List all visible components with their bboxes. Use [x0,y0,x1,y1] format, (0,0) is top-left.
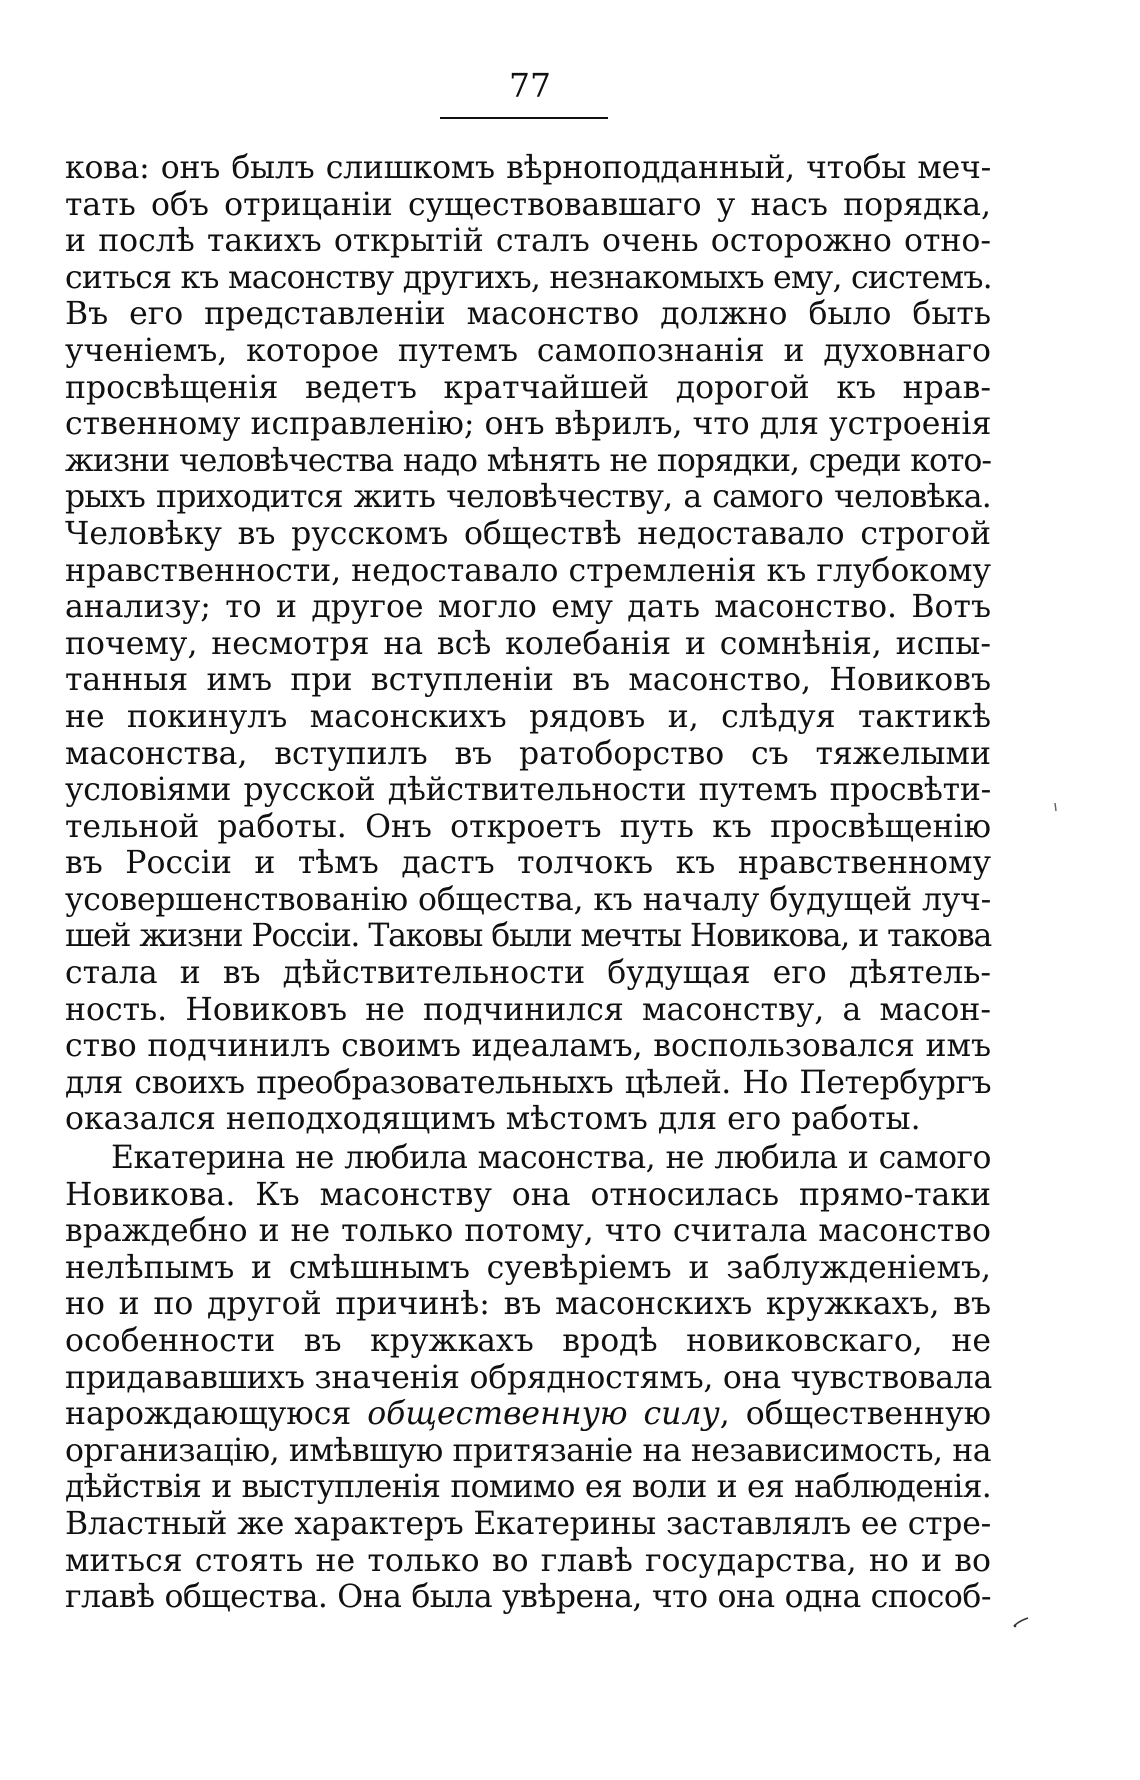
text-line: враждебно и не только потому, что считала масонство [65,1213,991,1250]
text-line: оказался неподходящимъ мѣстомъ для его работы. [65,1101,921,1138]
text-line: но и по другой причинѣ: въ масонскихъ кружкахъ, въ [65,1286,991,1323]
text-line: просвѣщенія ведетъ кратчайшей дорогой къ нрав- [65,369,991,406]
text-line: дѣйствія и выступленія помимо ея воли и ея наблюденія. [65,1469,991,1506]
text-line: тельной работы. Онъ откроетъ путь къ просвѣщенію [65,808,991,845]
text-line: усовершенствованію общества, къ началу будущей луч- [65,881,991,918]
text-line: почему, несмотря на всѣ колебанія и сомнѣнія, испы- [65,625,991,662]
text-line: особенности въ кружкахъ вродѣ новиковскаго, не [65,1323,991,1359]
text-line: миться стоять не только во главѣ государства, но и во [65,1542,991,1579]
text-line: ситься къ масонству другихъ, незнакомыхъ ему, системъ. [65,259,992,296]
page-number: 77 [509,66,551,105]
scan-speck-mark [1012,1616,1030,1628]
text-line: ство подчинилъ своимъ идеаламъ, воспользовался имъ [65,1028,991,1065]
text-line: кова: онъ былъ слишкомъ вѣрноподданный, чтобы меч- [65,150,991,186]
text-line: условіями русской дѣйствительности путемъ просвѣти- [65,772,991,809]
text-segment: нарождающуюся [65,1396,352,1433]
text-line: организацію, имѣвшую притязаніе на независимость, на [65,1432,991,1469]
header-rule [440,117,608,119]
text-line: и послѣ такихъ открытій сталъ очень осторожно отно- [65,223,991,260]
paragraph-1 [65,150,991,1138]
text-line: анализу; то и другое могло ему дать масонство. Вотъ [65,589,991,626]
text-line: Новикова. Къ масонству она относилась прямо-таки [65,1176,991,1213]
text-line: тать объ отрицаніи существовавшаго у насъ порядка, [65,186,991,223]
text-line: ственному исправленію; онъ вѣрилъ, что для устроенія [65,406,992,443]
text-line: Властный же характеръ Екатерины заставлялъ ее стре- [65,1505,991,1542]
text-line: рыхъ приходится жить человѣчеству, а самого человѣка. [65,479,991,516]
text-line: главѣ общества. Она была увѣрена, что она одна способ- [65,1579,991,1616]
text-line: для своихъ преобразовательныхъ цѣлей. Но Петербургъ [65,1064,991,1101]
text-line: ность. Новиковъ не подчинился масонству, а масон- [65,991,991,1028]
text-line: масонства, вступилъ въ ратоборство съ тяжелыми [65,735,991,772]
text-line: не покинулъ масонскихъ рядовъ и, слѣдуя тактикѣ [65,698,991,735]
text-line: стала и въ дѣйствительности будущая его дѣятель- [65,955,991,992]
text-line: Въ его представленіи масонство должно было быть [65,296,991,333]
text-segment: , общественную [719,1396,992,1433]
text-line: нравственности, недоставало стремленія къ глубокому [65,552,991,589]
text-line: придававшихъ значенія обрядностямъ, она чувствовала [65,1359,993,1396]
text-line: нелѣпымъ и смѣшнымъ суевѣріемъ и заблужденіемъ, [65,1249,991,1286]
text-line-with-italic [65,1396,991,1433]
text-line: Человѣку въ русскомъ обществѣ недоставало строгой [65,515,991,552]
italic-emphasis: общественную силу [367,1396,720,1433]
text-line: Екатерина не любила масонства, не любила и самого [111,1140,991,1177]
paragraph-2 [65,1140,991,1616]
body-text [65,150,991,1616]
text-line: танныя имъ при вступленіи въ масонство, Новиковъ [65,662,991,699]
text-line: шей жизни Россіи. Таковы были мечты Новикова, и такова [65,918,991,955]
scan-speck-mark [1052,802,1070,814]
text-line: въ Россіи и тѣмъ дастъ толчокъ къ нравственному [65,845,991,882]
text-line: ученіемъ, которое путемъ самопознанія и духовнаго [65,332,991,369]
text-line: жизни человѣчества надо мѣнять не порядки, среди кото- [65,442,991,479]
